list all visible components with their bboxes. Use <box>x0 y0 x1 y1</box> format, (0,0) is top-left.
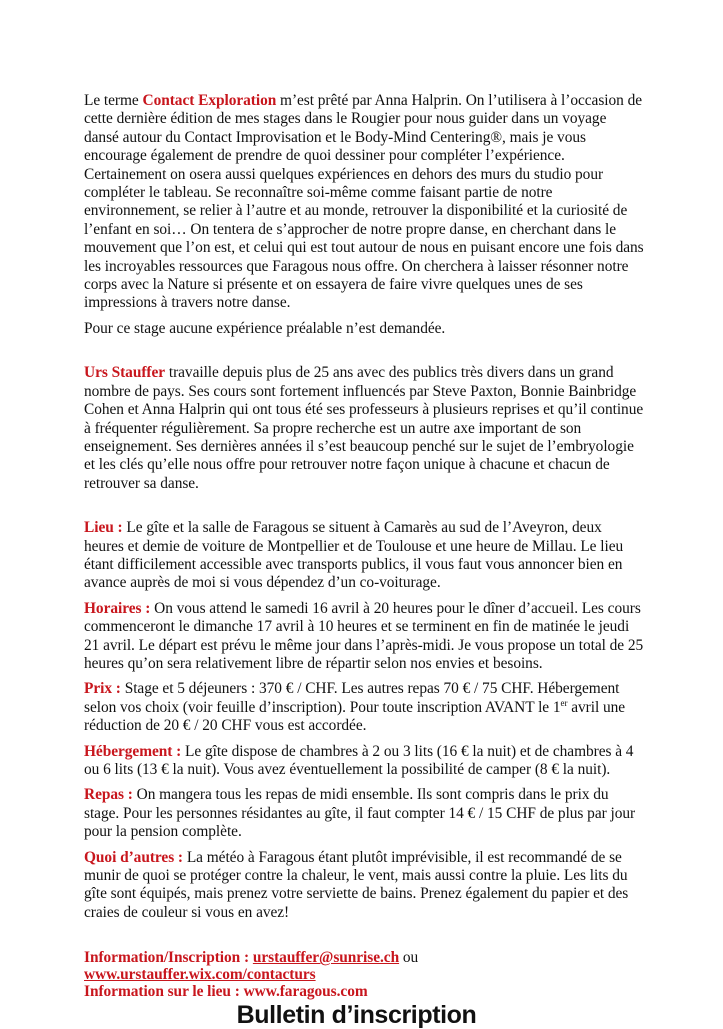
contact-info-line: Information/Inscription : urstauffer@sunrise.ch ou www.urstauffer.wix.com/contacturs <box>84 949 419 984</box>
contact-lieu-line: Information sur le lieu : www.faragous.com <box>84 983 368 1001</box>
quoi-dautres-paragraph: Quoi d’autres : La météo à Faragous étant plutôt imprévisible, il est recommandé de se munir de quoi se protéger contre la chaleur, le vent, mais aussi contre la pluie. Les lits du gîte sont équipés, mais prenez votre serviette de bains. Prenez également du papier et des craies de couleur si vous en avez! <box>84 848 629 921</box>
repas-label: Repas : <box>84 786 133 804</box>
faragous-website: www.faragous.com <box>243 983 368 1001</box>
horaires-label: Horaires : <box>84 599 151 617</box>
prix-label: Prix : <box>84 680 121 698</box>
bulletin-title: Bulletin d’inscription <box>236 1001 477 1029</box>
hebergement-paragraph: Hébergement : Le gîte dispose de chambres à 2 ou 3 lits (16 € la nuit) et de chambres à 4 ou 6 lits (13 € la nuit). Vous avez éventuellement la possibilité de camper (8 € la nuit). <box>84 742 634 778</box>
bio-paragraph: Urs Stauffer travaille depuis plus de 25 ans avec des publics très divers dans un grand nombre de pays. Ses cours sont fortement influencés par Steve Paxton, Bonnie Bainbridge Cohen et Anna Halprin qui ont tous été ses professeurs à plusieurs reprises et qu’il continue à fréquenter régulièrement. Sa propre recherche est un autre axe important de son enseignement. Ses dernières années il s’est beaucoup penché sur le sujet de l’embryologie et les clés qu’elle nous offre pour retrouver notre façon unique à chacune et chacun de retrouver sa danse. <box>84 364 644 492</box>
no-experience-note: Pour ce stage aucune expérience préalable n’est demandée. <box>84 319 446 337</box>
repas-paragraph: Repas : On mangera tous les repas de midi ensemble. Ils sont compris dans le prix du stage. Pour les personnes résidantes au gîte, il faut compter 14 € / 15 CHF de plus par jour pour la pension complète. <box>84 786 636 841</box>
superscript-er: er <box>560 697 568 708</box>
horaires-paragraph: Horaires : On vous attend le samedi 16 avril à 20 heures pour le dîner d’accueil. Les cours commenceront le dimanche 17 avril à 10 heures et se terminent en fin de matinée le jeudi 21 avril. Le départ est prévu le même jour dans l’après-midi. Je vous propose un total de 25 heures qu’on sera relativement libre de répartir selon nos envies et besoins. <box>84 599 644 672</box>
email-link[interactable]: urstauffer@sunrise.ch <box>252 949 400 967</box>
contact-block <box>84 949 644 1000</box>
bio-name: Urs Stauffer <box>84 364 166 382</box>
hebergement-label: Hébergement : <box>84 742 182 760</box>
website-link[interactable]: www.urstauffer.wix.com/contacturs <box>84 966 316 984</box>
intro-paragraph: Le terme Contact Exploration m’est prêté par Anna Halprin. On l’utilisera à l’occasion de cette dernière édition de mes stages dans le Rougier pour nous guider dans un voyage dansé autour du Contact Improvisation et le Body-Mind Centering®, mais je vous encourage également de prendre de quoi dessiner pour compléter l’expérience. Certainement on osera aussi quelques expériences en dehors des murs du studio pour compléter le tableau. Se reconnaître soi-même comme faisant partie de notre environnement, se relier à l’autre et au monde, retrouver la disponibilité et la curiosité de l’enfant en soi… On tentera de s’approcher de notre propre danse, en cherchant dans le mouvement que l’on est, et celui qui est tout autour de nous en puisant encore une fois dans les incroyables ressources que Faragous nous offre. On cherchera à laisser résonner notre corps avec la Nature si présente et on essayera de faire vivre quelques unes de ses impressions à travers notre danse. <box>84 92 644 312</box>
contact-exploration-highlight: Contact Exploration <box>142 92 277 109</box>
quoi-dautres-label: Quoi d’autres : <box>84 848 184 866</box>
document-page <box>84 92 644 1029</box>
lieu-label: Lieu : <box>84 519 123 537</box>
lieu-paragraph: Lieu : Le gîte et la salle de Faragous se situent à Camarès au sud de l’Aveyron, deux heures et demie de voiture de Montpellier et de Toulouse et une heure de Millau. Le lieu étant difficilement accessible avec transports publics, il vous faut vous annoncer bien en avance auprès de moi si vous dépendez d’un co-voiturage. <box>84 519 624 592</box>
prix-paragraph: Prix : Stage et 5 déjeuners : 370 € / CHF. Les autres repas 70 € / 75 CHF. Hébergement selon vos choix (voir feuille d’inscription). Pour toute inscription AVANT le 1er avril une réduction de 20 € / 20 CHF vous est accordée. <box>84 680 626 735</box>
